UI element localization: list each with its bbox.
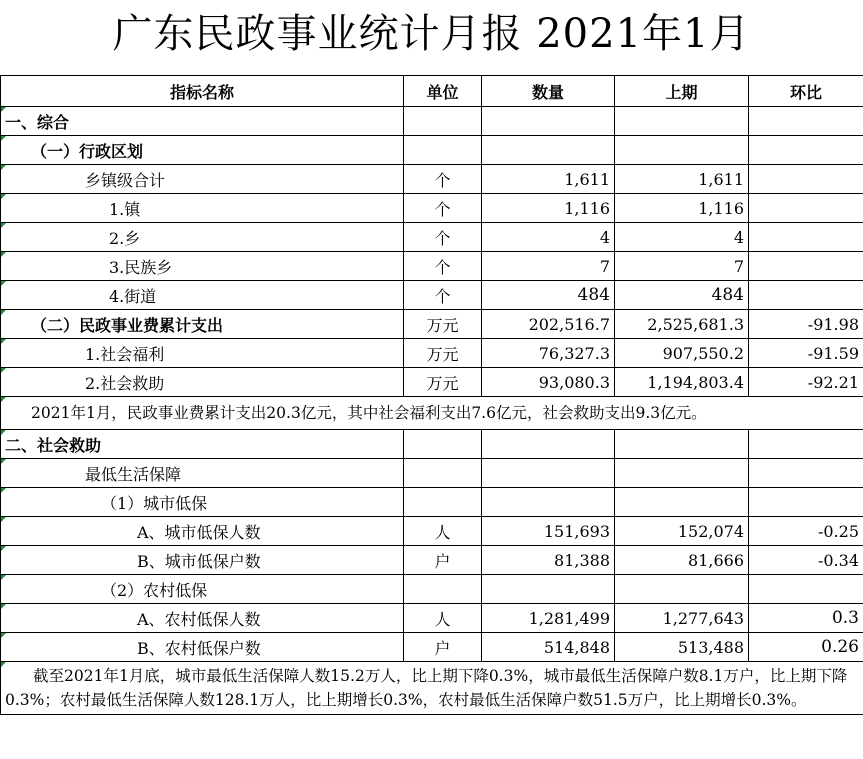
row-qty[interactable]: 81,388 bbox=[482, 546, 615, 575]
row-name[interactable]: B、农村低保户数 bbox=[1, 633, 404, 662]
row-qty[interactable]: 514,848 bbox=[482, 633, 615, 662]
section-row bbox=[1, 575, 863, 604]
col-header-name[interactable]: 指标名称 bbox=[1, 76, 404, 107]
row-ratio[interactable]: 0.26 bbox=[749, 633, 863, 662]
table-row bbox=[1, 339, 863, 368]
row-unit[interactable]: 个 bbox=[404, 165, 482, 194]
empty-cell[interactable] bbox=[615, 575, 749, 604]
row-prev[interactable]: 152,074 bbox=[615, 517, 749, 546]
row-ratio[interactable]: -92.21 bbox=[749, 368, 863, 397]
row-prev[interactable]: 484 bbox=[615, 281, 749, 310]
row-prev[interactable]: 2,525,681.3 bbox=[615, 310, 749, 339]
empty-cell[interactable] bbox=[615, 459, 749, 488]
row-prev[interactable]: 907,550.2 bbox=[615, 339, 749, 368]
row-ratio[interactable] bbox=[749, 252, 863, 281]
row-name[interactable]: 1.社会福利 bbox=[1, 339, 404, 368]
empty-cell[interactable] bbox=[749, 136, 863, 165]
row-qty[interactable]: 1,611 bbox=[482, 165, 615, 194]
col-header-ratio[interactable]: 环比 bbox=[749, 76, 863, 107]
empty-cell[interactable] bbox=[615, 136, 749, 165]
table-row bbox=[1, 310, 863, 339]
empty-cell[interactable] bbox=[615, 430, 749, 459]
table-row bbox=[1, 546, 863, 575]
col-header-prev[interactable]: 上期 bbox=[615, 76, 749, 107]
empty-cell[interactable] bbox=[615, 107, 749, 136]
report-table bbox=[0, 75, 863, 715]
row-qty[interactable]: 7 bbox=[482, 252, 615, 281]
empty-cell[interactable] bbox=[749, 430, 863, 459]
empty-cell[interactable] bbox=[482, 459, 615, 488]
row-name[interactable]: 2.社会救助 bbox=[1, 368, 404, 397]
row-prev[interactable]: 1,277,643 bbox=[615, 604, 749, 633]
empty-cell[interactable] bbox=[482, 430, 615, 459]
row-ratio[interactable]: -91.98 bbox=[749, 310, 863, 339]
row-name[interactable]: 3.民族乡 bbox=[1, 252, 404, 281]
empty-cell[interactable] bbox=[482, 488, 615, 517]
row-unit[interactable]: 万元 bbox=[404, 310, 482, 339]
empty-cell[interactable] bbox=[404, 488, 482, 517]
section-label-social-assistance[interactable]: 二、社会救助 bbox=[1, 430, 404, 459]
row-prev[interactable]: 4 bbox=[615, 223, 749, 252]
row-ratio[interactable] bbox=[749, 281, 863, 310]
table-row bbox=[1, 252, 863, 281]
row-prev[interactable]: 7 bbox=[615, 252, 749, 281]
row-name[interactable]: 1.镇 bbox=[1, 194, 404, 223]
rural-label[interactable]: （2）农村低保 bbox=[1, 575, 404, 604]
row-ratio[interactable] bbox=[749, 194, 863, 223]
empty-cell[interactable] bbox=[749, 107, 863, 136]
empty-cell[interactable] bbox=[404, 136, 482, 165]
row-qty[interactable]: 1,116 bbox=[482, 194, 615, 223]
row-prev[interactable]: 513,488 bbox=[615, 633, 749, 662]
table-row bbox=[1, 368, 863, 397]
row-name[interactable]: 乡镇级合计 bbox=[1, 165, 404, 194]
col-header-unit[interactable]: 单位 bbox=[404, 76, 482, 107]
table-row bbox=[1, 633, 863, 662]
empty-cell[interactable] bbox=[482, 107, 615, 136]
section-row bbox=[1, 488, 863, 517]
empty-cell[interactable] bbox=[615, 488, 749, 517]
row-name[interactable]: 4.街道 bbox=[1, 281, 404, 310]
row-qty[interactable]: 484 bbox=[482, 281, 615, 310]
section-label-comprehensive[interactable]: 一、综合 bbox=[1, 107, 404, 136]
section-row bbox=[1, 459, 863, 488]
empty-cell[interactable] bbox=[482, 136, 615, 165]
row-unit[interactable]: 户 bbox=[404, 546, 482, 575]
row-unit[interactable]: 个 bbox=[404, 281, 482, 310]
row-unit[interactable]: 万元 bbox=[404, 339, 482, 368]
report-title: 广东民政事业统计月报 2021年1月 bbox=[112, 11, 751, 57]
note-row bbox=[1, 662, 863, 715]
row-qty[interactable]: 202,516.7 bbox=[482, 310, 615, 339]
row-unit[interactable]: 人 bbox=[404, 604, 482, 633]
row-prev[interactable]: 1,611 bbox=[615, 165, 749, 194]
row-name[interactable]: （二）民政事业费累计支出 bbox=[1, 310, 404, 339]
row-qty[interactable]: 4 bbox=[482, 223, 615, 252]
row-unit[interactable]: 个 bbox=[404, 252, 482, 281]
row-ratio[interactable]: -0.25 bbox=[749, 517, 863, 546]
row-qty[interactable]: 1,281,499 bbox=[482, 604, 615, 633]
empty-cell[interactable] bbox=[482, 575, 615, 604]
row-name[interactable]: A、城市低保人数 bbox=[1, 517, 404, 546]
section-label-admin[interactable]: （一）行政区划 bbox=[1, 136, 404, 165]
row-qty[interactable]: 76,327.3 bbox=[482, 339, 615, 368]
min-living-label[interactable]: 最低生活保障 bbox=[1, 459, 404, 488]
row-qty[interactable]: 151,693 bbox=[482, 517, 615, 546]
row-unit[interactable]: 户 bbox=[404, 633, 482, 662]
row-prev[interactable]: 1,194,803.4 bbox=[615, 368, 749, 397]
row-ratio[interactable]: -91.59 bbox=[749, 339, 863, 368]
expense-note[interactable]: 2021年1月，民政事业费累计支出20.3亿元，其中社会福利支出7.6亿元，社会救助支出9.3亿元。 bbox=[1, 397, 863, 430]
row-unit[interactable]: 个 bbox=[404, 194, 482, 223]
table-row bbox=[1, 604, 863, 633]
empty-cell[interactable] bbox=[404, 459, 482, 488]
section-row bbox=[1, 430, 863, 459]
header-row bbox=[1, 76, 863, 107]
row-name[interactable]: A、农村低保人数 bbox=[1, 604, 404, 633]
empty-cell[interactable] bbox=[404, 107, 482, 136]
row-ratio[interactable] bbox=[749, 223, 863, 252]
col-header-qty[interactable]: 数量 bbox=[482, 76, 615, 107]
section-row bbox=[1, 107, 863, 136]
table-row bbox=[1, 223, 863, 252]
row-prev[interactable]: 1,116 bbox=[615, 194, 749, 223]
row-name[interactable]: 2.乡 bbox=[1, 223, 404, 252]
city-label[interactable]: （1）城市低保 bbox=[1, 488, 404, 517]
row-ratio[interactable]: 0.3 bbox=[749, 604, 863, 633]
empty-cell[interactable] bbox=[749, 488, 863, 517]
empty-cell[interactable] bbox=[749, 459, 863, 488]
note-row bbox=[1, 397, 863, 430]
empty-cell[interactable] bbox=[404, 575, 482, 604]
empty-cell[interactable] bbox=[404, 430, 482, 459]
row-ratio[interactable]: -0.34 bbox=[749, 546, 863, 575]
table-row bbox=[1, 517, 863, 546]
row-unit[interactable]: 万元 bbox=[404, 368, 482, 397]
row-prev[interactable]: 81,666 bbox=[615, 546, 749, 575]
row-unit[interactable]: 人 bbox=[404, 517, 482, 546]
assistance-note[interactable]: 截至2021年1月底，城市最低生活保障人数15.2万人，比上期下降0.3%，城市最低生活保障户数8.1万户，比上期下降0.3%；农村最低生活保障人数128.1万人，比上期增长0.3%，农村最低生活保障户数51.5万户，比上期增长0.3%。 bbox=[1, 662, 863, 715]
section-row bbox=[1, 136, 863, 165]
row-qty[interactable]: 93,080.3 bbox=[482, 368, 615, 397]
empty-cell[interactable] bbox=[749, 575, 863, 604]
row-ratio[interactable] bbox=[749, 165, 863, 194]
row-name[interactable]: B、城市低保户数 bbox=[1, 546, 404, 575]
table-row bbox=[1, 194, 863, 223]
row-unit[interactable]: 个 bbox=[404, 223, 482, 252]
table-row bbox=[1, 281, 863, 310]
table-row bbox=[1, 165, 863, 194]
